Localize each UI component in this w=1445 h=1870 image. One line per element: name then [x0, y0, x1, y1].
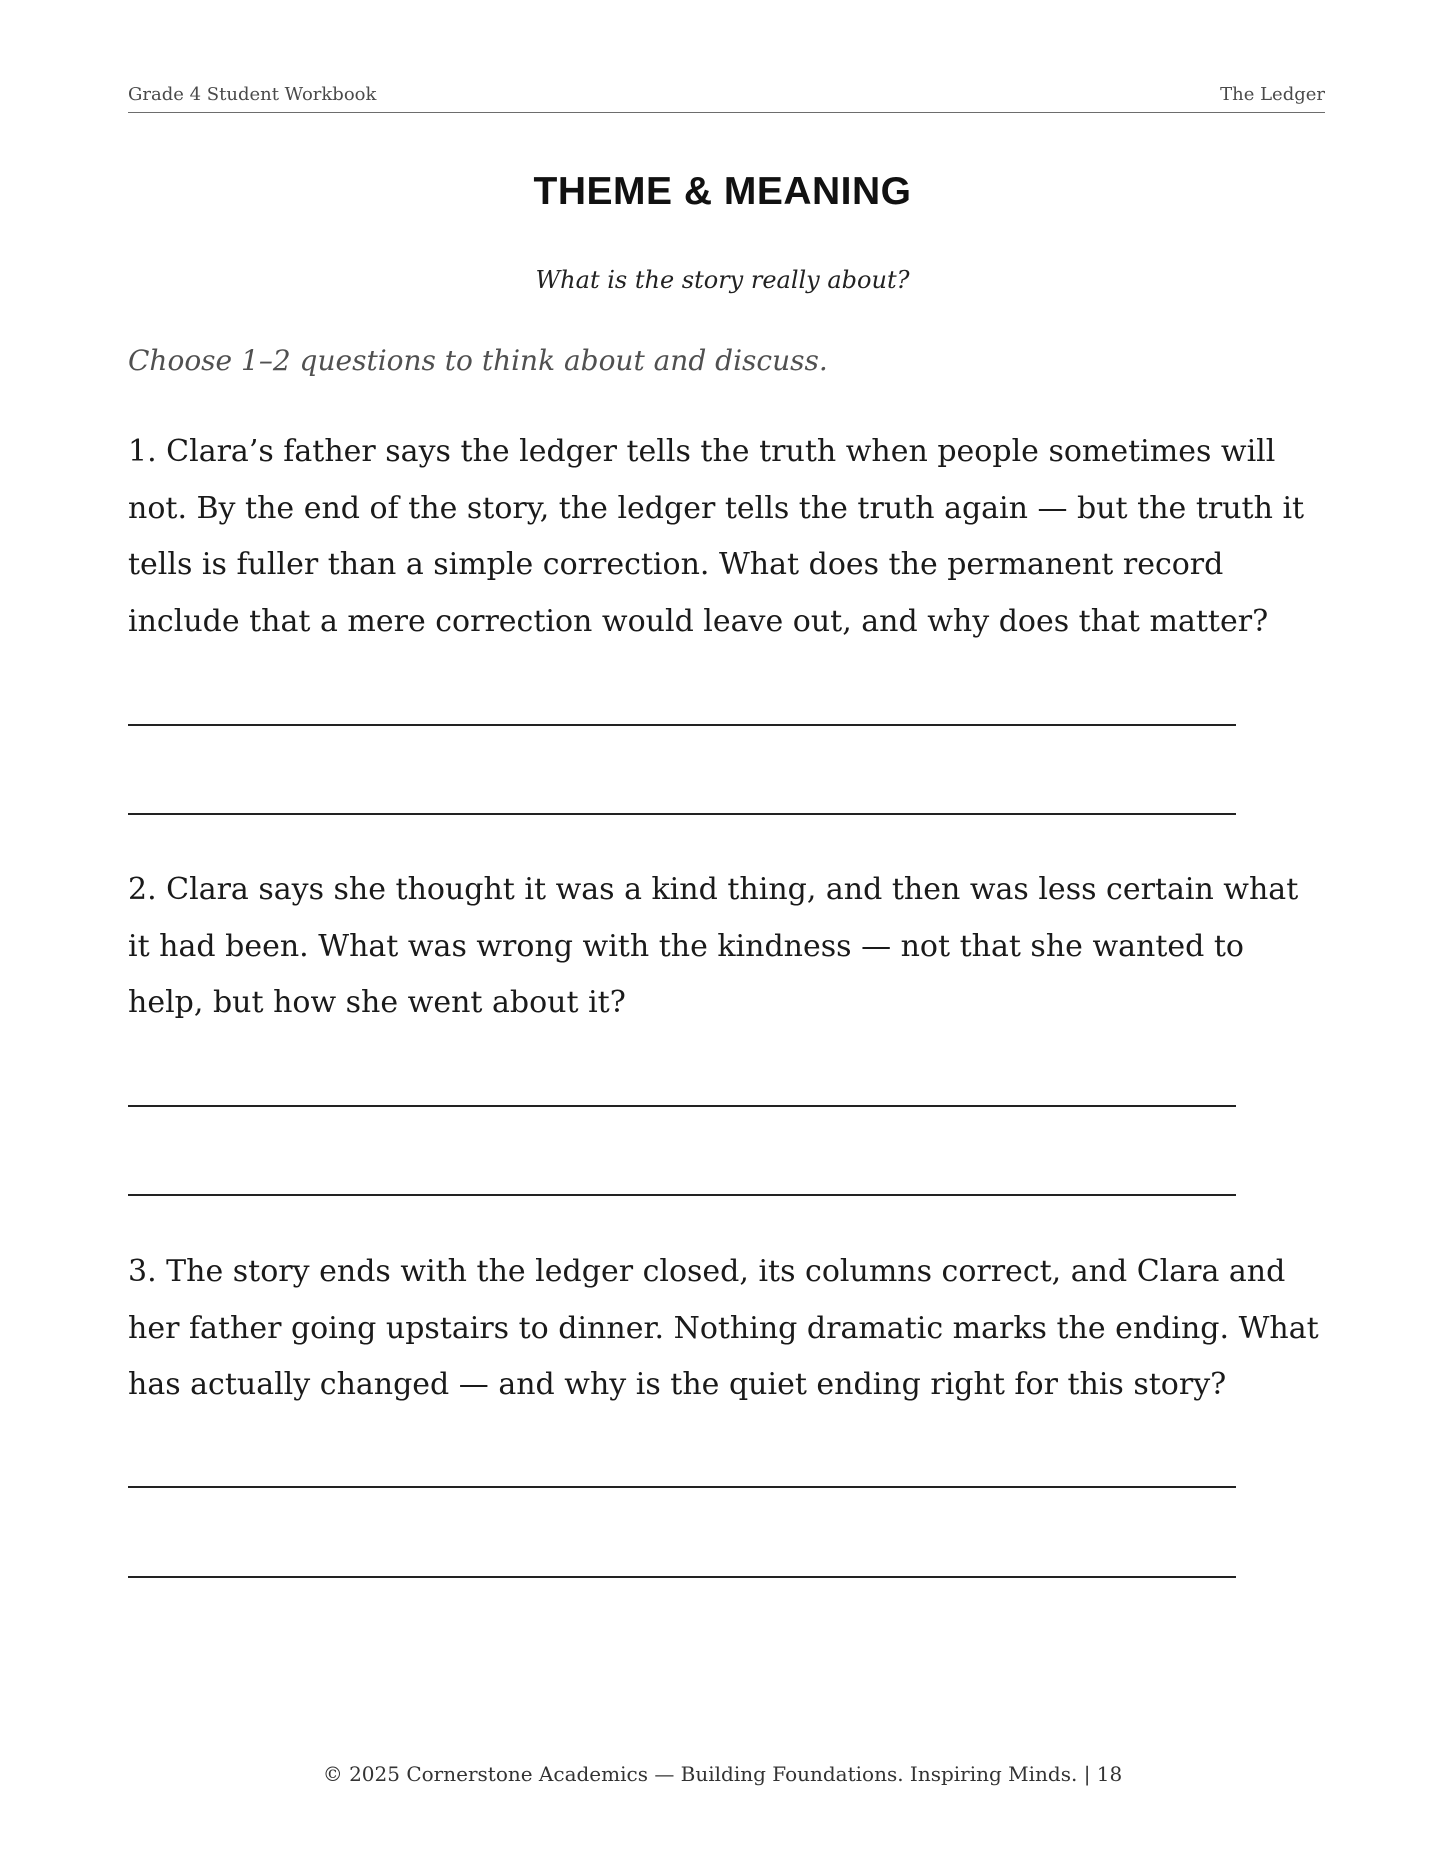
answer-line-q2-b[interactable]: [128, 1194, 1236, 1196]
answer-line-q2-a[interactable]: [128, 1105, 1236, 1107]
answer-line-q3-b[interactable]: [128, 1576, 1236, 1578]
instruction-text: Choose 1–2 questions to think about and discuss.: [128, 344, 828, 377]
question-1: 1. Clara’s father says the ledger tells the truth when people sometimes will not. By the end of the story, the ledger tells the truth again — but the truth it tells is fuller than a simple correction. What does the permanent record include that a mere correction would leave out, and why does that matter?: [128, 434, 1305, 639]
page-title: THEME & MEANING: [533, 170, 912, 213]
header-workbook-title: Grade 4 Student Workbook: [128, 84, 377, 105]
answer-line-q3-a[interactable]: [128, 1486, 1236, 1488]
running-header: [128, 82, 1325, 113]
question-2: 2. Clara says she thought it was a kind thing, and then was less certain what it had been. What was wrong with the kindness — not that she wanted to help, but how she went about it?: [128, 872, 1299, 1020]
question-3: 3. The story ends with the ledger closed, its columns correct, and Clara and her father going upstairs to dinner. Nothing dramatic marks the ending. What has actually changed — and why is the quiet ending right for this story?: [128, 1254, 1319, 1402]
page-footer: © 2025 Cornerstone Academics — Building Foundations. Inspiring Minds. | 18: [322, 1762, 1123, 1786]
answer-line-q1-b[interactable]: [128, 813, 1236, 815]
page-subtitle: What is the story really about?: [535, 266, 910, 294]
answer-line-q1-a[interactable]: [128, 724, 1236, 726]
header-story-title: The Ledger: [1220, 84, 1325, 105]
